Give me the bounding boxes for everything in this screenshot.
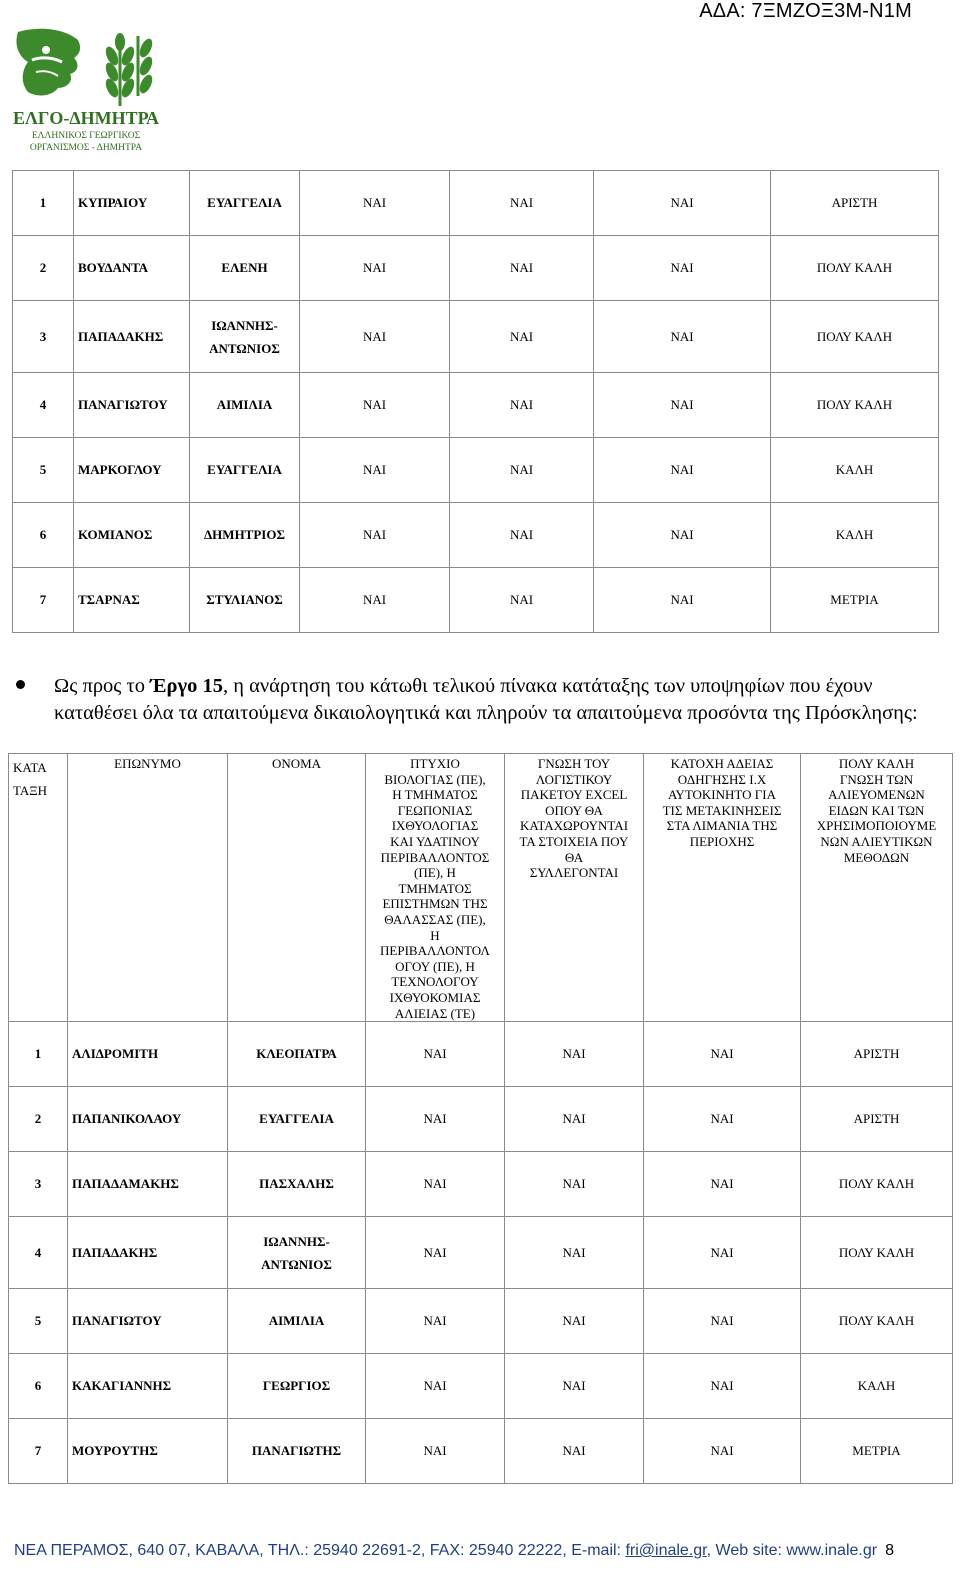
ranking-table-project-15 — [8, 753, 953, 1484]
table-row — [13, 568, 939, 633]
name-cell: ΓΕΩΡΓΙΟΣ — [228, 1354, 366, 1419]
name-cell: ΠΑΝΑΓΙΩΤΗΣ — [228, 1419, 366, 1484]
footer — [14, 1542, 954, 1560]
excel-cell: ΝΑΙ — [450, 171, 594, 236]
rank-cell: 4 — [13, 373, 74, 438]
excel-cell: ΝΑΙ — [505, 1087, 644, 1152]
excel-cell: ΝΑΙ — [505, 1354, 644, 1419]
logo-subtitle-1: ΕΛΛΗΝΙΚΟΣ ΓΕΩΡΓΙΚΟΣ — [31, 131, 141, 141]
table-row — [9, 1022, 953, 1087]
intro-before: Ως προς το — [54, 675, 151, 697]
license-cell: ΝΑΙ — [594, 171, 771, 236]
surname-cell: ΜΑΡΚΟΓΛΟΥ — [74, 438, 190, 503]
degree-cell: ΝΑΙ — [366, 1022, 505, 1087]
degree-cell: ΝΑΙ — [366, 1419, 505, 1484]
knowledge-cell: ΑΡΙΣΤΗ — [771, 171, 939, 236]
surname-cell: ΠΑΝΑΓΙΩΤΟΥ — [68, 1289, 228, 1354]
table-row — [9, 1289, 953, 1354]
header-excel: ΓΝΩΣΗ ΤΟΥ ΛΟΓΙΣΤΙΚΟΥ ΠΑΚΕΤΟΥ EXCEL ΟΠΟΥ ΘΑ ΚΑΤΑΧΩΡΟΥΝΤΑΙ ΤΑ ΣΤΟΙΧΕΙΑ ΠΟΥ ΘΑ ΣΥΛΛΕΓΟΝΤΑΙ — [505, 754, 644, 1022]
excel-cell: ΝΑΙ — [450, 236, 594, 301]
header-license: ΚΑΤΟΧΗ ΑΔΕΙΑΣ ΟΔΗΓΗΣΗΣ Ι.Χ ΑΥΤΟΚΙΝΗΤΟ ΓΙΑ ΤΙΣ ΜΕΤΑΚΙΝΗΣΕΙΣ ΣΤΑ ΛΙΜΑΝΙΑ ΤΗΣ ΠΕΡΙΟΧΗΣ — [644, 754, 801, 1022]
knowledge-cell: ΚΑΛΗ — [771, 438, 939, 503]
degree-cell: ΝΑΙ — [366, 1217, 505, 1289]
name-cell: ΙΩΑΝΝΗΣ- ΑΝΤΩΝΙΟΣ — [190, 301, 300, 373]
header-knowledge: ΠΟΛΥ ΚΑΛΗ ΓΝΩΣΗ ΤΩΝ ΑΛΙΕΥΟΜΕΝΩΝ ΕΙΔΩΝ ΚΑΙ ΤΩΝ ΧΡΗΣΙΜΟΠΟΙΟΥΜΕ ΝΩΝ ΑΛΙΕΥΤΙΚΩΝ ΜΕΘΟΔΩΝ — [801, 754, 953, 1022]
rank-cell: 4 — [9, 1217, 68, 1289]
rank-cell: 2 — [9, 1087, 68, 1152]
table-row — [13, 301, 939, 373]
rank-cell: 7 — [9, 1419, 68, 1484]
license-cell: ΝΑΙ — [644, 1217, 801, 1289]
degree-cell: ΝΑΙ — [300, 438, 450, 503]
degree-cell: ΝΑΙ — [300, 373, 450, 438]
surname-cell: ΤΣΑΡΝΑΣ — [74, 568, 190, 633]
header-rank: ΚΑΤΑ ΤΑΞΗ — [9, 754, 68, 1022]
surname-cell: ΜΟΥΡΟΥΤΗΣ — [68, 1419, 228, 1484]
rank-cell: 1 — [13, 171, 74, 236]
table-row — [9, 1152, 953, 1217]
logo-subtitle-2: ΟΡΓΑΝΙΣΜΟΣ - ΔΗΜΗΤΡΑ — [29, 143, 143, 153]
license-cell: ΝΑΙ — [594, 301, 771, 373]
knowledge-cell: ΜΕΤΡΙΑ — [801, 1419, 953, 1484]
knowledge-cell: ΠΟΛΥ ΚΑΛΗ — [771, 236, 939, 301]
header-name: ΟΝΟΜΑ — [228, 754, 366, 1022]
header-degree: ΠΤΥΧΙΟ ΒΙΟΛΟΓΙΑΣ (ΠΕ), Η ΤΜΗΜΑΤΟΣ ΓΕΩΠΟΝΙΑΣ ΙΧΘΥΟΛΟΓΙΑΣ ΚΑΙ ΥΔΑΤΙΝΟΥ ΠΕΡΙΒΑΛΛΟΝΤΟΣ (ΠΕ), Η ΤΜΗΜΑΤΟΣ ΕΠΙΣΤΗΜΩΝ ΤΗΣ ΘΑΛΑΣΣΑΣ (ΠΕ), Η ΠΕΡΙΒΑΛΛΟΝΤΟΛ ΟΓΟΥ (ΠΕ), Η ΤΕΧΝΟΛΟΓΟΥ ΙΧΘΥΟΚΟΜΙΑΣ ΑΛΙΕΙΑΣ (ΤΕ) — [366, 754, 505, 1022]
surname-cell: ΚΟΜΙΑΝΟΣ — [74, 503, 190, 568]
footer-address: ΝΕΑ ΠΕΡΑΜΟΣ, 640 07, ΚΑΒΑΛΑ, ΤΗΛ.: 25940 22691-2, FAX: 25940 22222, E-mail: — [14, 1542, 626, 1559]
excel-cell: ΝΑΙ — [505, 1217, 644, 1289]
table-row — [9, 1354, 953, 1419]
excel-cell: ΝΑΙ — [505, 1289, 644, 1354]
knowledge-cell: ΑΡΙΣΤΗ — [801, 1087, 953, 1152]
footer-email-link[interactable]: fri@inale.gr — [625, 1542, 707, 1559]
page-number: 8 — [885, 1542, 894, 1559]
rank-cell: 5 — [9, 1289, 68, 1354]
knowledge-cell: ΚΑΛΗ — [801, 1354, 953, 1419]
wheat-icon — [103, 33, 155, 106]
table-row — [9, 1087, 953, 1152]
intro-after: , η ανάρτηση του κάτωθι τελικού πίνακα κατάταξης των υποψηφίων που έχουν καταθέσει όλα τα απαιτούμενα δικαιολογητικά και πληρούν τα απαιτούμενα προσόντα της Πρόσκλησης: — [54, 675, 918, 724]
license-cell: ΝΑΙ — [594, 503, 771, 568]
knowledge-cell: ΠΟΛΥ ΚΑΛΗ — [801, 1217, 953, 1289]
rank-cell: 7 — [13, 568, 74, 633]
license-cell: ΝΑΙ — [644, 1419, 801, 1484]
license-cell: ΝΑΙ — [644, 1022, 801, 1087]
surname-cell: ΚΑΚΑΓΙΑΝΝΗΣ — [68, 1354, 228, 1419]
degree-cell: ΝΑΙ — [366, 1087, 505, 1152]
knowledge-cell: ΠΟΛΥ ΚΑΛΗ — [801, 1289, 953, 1354]
license-cell: ΝΑΙ — [644, 1354, 801, 1419]
name-cell: ΕΥΑΓΓΕΛΙΑ — [190, 171, 300, 236]
logo-title: ΕΛΓΟ-ΔΗΜΗΤΡΑ — [13, 108, 159, 128]
surname-cell: ΠΑΠΑΔΑΚΗΣ — [74, 301, 190, 373]
name-cell: ΚΛΕΟΠΑΤΡΑ — [228, 1022, 366, 1087]
name-cell: ΙΩΑΝΝΗΣ- ΑΝΤΩΝΙΟΣ — [228, 1217, 366, 1289]
name-cell: ΑΙΜΙΛΙΑ — [190, 373, 300, 438]
knowledge-cell: ΠΟΛΥ ΚΑΛΗ — [801, 1152, 953, 1217]
degree-cell: ΝΑΙ — [300, 301, 450, 373]
excel-cell: ΝΑΙ — [450, 568, 594, 633]
rank-cell: 3 — [9, 1152, 68, 1217]
name-cell: ΠΑΣΧΑΛΗΣ — [228, 1152, 366, 1217]
degree-cell: ΝΑΙ — [300, 568, 450, 633]
table-row — [13, 503, 939, 568]
table-row — [9, 1419, 953, 1484]
knowledge-cell: ΠΟΛΥ ΚΑΛΗ — [771, 301, 939, 373]
table-row — [13, 438, 939, 503]
surname-cell: ΚΥΠΡΑΙΟΥ — [74, 171, 190, 236]
excel-cell: ΝΑΙ — [505, 1419, 644, 1484]
rank-cell: 1 — [9, 1022, 68, 1087]
surname-cell: ΠΑΠΑΔΑΚΗΣ — [68, 1217, 228, 1289]
table-row — [13, 171, 939, 236]
table-row — [13, 236, 939, 301]
table-row — [13, 373, 939, 438]
license-cell: ΝΑΙ — [594, 236, 771, 301]
license-cell: ΝΑΙ — [644, 1289, 801, 1354]
logo-profile-shape — [16, 29, 80, 96]
rank-cell: 3 — [13, 301, 74, 373]
bullet-icon — [16, 680, 25, 689]
degree-cell: ΝΑΙ — [300, 171, 450, 236]
footer-website: , Web site: www.inale.gr — [706, 1542, 878, 1559]
surname-cell: ΒΟΥΔΑΝΤΑ — [74, 236, 190, 301]
excel-cell: ΝΑΙ — [505, 1152, 644, 1217]
degree-cell: ΝΑΙ — [300, 503, 450, 568]
knowledge-cell: ΑΡΙΣΤΗ — [801, 1022, 953, 1087]
rank-cell: 5 — [13, 438, 74, 503]
excel-cell: ΝΑΙ — [505, 1022, 644, 1087]
degree-cell: ΝΑΙ — [300, 236, 450, 301]
excel-cell: ΝΑΙ — [450, 503, 594, 568]
license-cell: ΝΑΙ — [644, 1087, 801, 1152]
surname-cell: ΑΛΙΔΡΟΜΙΤΗ — [68, 1022, 228, 1087]
excel-cell: ΝΑΙ — [450, 373, 594, 438]
degree-cell: ΝΑΙ — [366, 1354, 505, 1419]
rank-cell: 6 — [13, 503, 74, 568]
name-cell: ΣΤΥΛΙΑΝΟΣ — [190, 568, 300, 633]
rank-cell: 6 — [9, 1354, 68, 1419]
surname-cell: ΠΑΠΑΝΙΚΟΛΑΟΥ — [68, 1087, 228, 1152]
project-label: Έργο 15 — [150, 675, 223, 697]
knowledge-cell: ΠΟΛΥ ΚΑΛΗ — [771, 373, 939, 438]
ada-code: ΑΔΑ: 7ΞΜΖΟΞ3Μ-Ν1Μ — [699, 0, 912, 22]
name-cell: ΕΥΑΓΓΕΛΙΑ — [190, 438, 300, 503]
license-cell: ΝΑΙ — [594, 373, 771, 438]
name-cell: ΕΥΑΓΓΕΛΙΑ — [228, 1087, 366, 1152]
name-cell: ΕΛΕΝΗ — [190, 236, 300, 301]
name-cell: ΑΙΜΙΛΙΑ — [228, 1289, 366, 1354]
surname-cell: ΠΑΠΑΔΑΜΑΚΗΣ — [68, 1152, 228, 1217]
rank-cell: 2 — [13, 236, 74, 301]
excel-cell: ΝΑΙ — [450, 438, 594, 503]
knowledge-cell: ΚΑΛΗ — [771, 503, 939, 568]
excel-cell: ΝΑΙ — [450, 301, 594, 373]
elgo-dimitra-logo — [8, 26, 164, 154]
surname-cell: ΠΑΝΑΓΙΩΤΟΥ — [74, 373, 190, 438]
license-cell: ΝΑΙ — [644, 1152, 801, 1217]
project-15-intro — [54, 673, 954, 727]
header-surname: ΕΠΩΝΥΜΟ — [68, 754, 228, 1022]
degree-cell: ΝΑΙ — [366, 1289, 505, 1354]
table-row — [9, 1217, 953, 1289]
degree-cell: ΝΑΙ — [366, 1152, 505, 1217]
license-cell: ΝΑΙ — [594, 568, 771, 633]
knowledge-cell: ΜΕΤΡΙΑ — [771, 568, 939, 633]
ranking-table-project-14 — [12, 170, 939, 633]
name-cell: ΔΗΜΗΤΡΙΟΣ — [190, 503, 300, 568]
license-cell: ΝΑΙ — [594, 438, 771, 503]
